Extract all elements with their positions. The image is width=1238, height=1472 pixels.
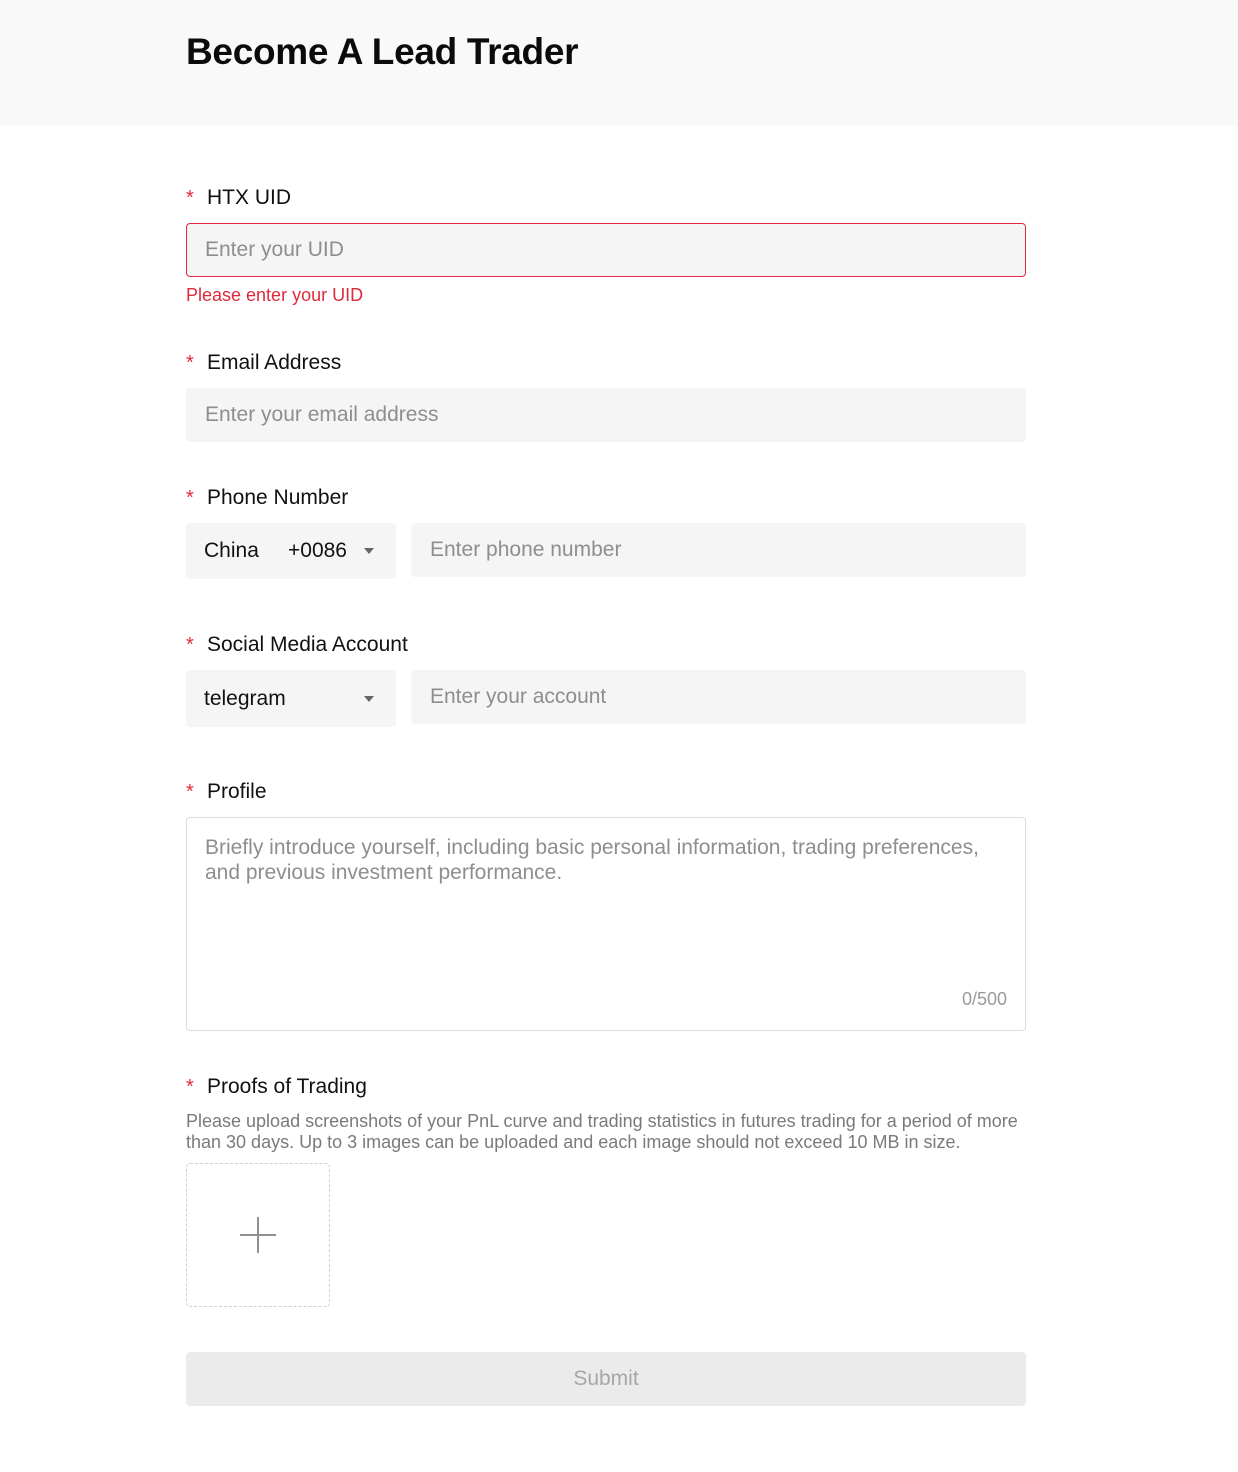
social-platform-select[interactable] [186,670,396,727]
profile-char-counter: 0/500 [961,989,1007,1009]
proofs-label-text: Proofs of Trading [207,1075,367,1098]
phone-label [186,484,348,512]
profile-textarea-box [186,817,1026,1031]
proofs-label [186,1073,367,1101]
country-code: +0086 [288,539,347,562]
phone-label-text: Phone Number [207,486,349,509]
country-name: China [204,539,259,562]
country-code-select[interactable] [186,523,396,579]
page-header [0,0,1238,126]
social-account-input[interactable] [411,670,1026,724]
required-mark: * [186,781,194,803]
proofs-hint: Please upload screenshots of your PnL curve and trading statistics in futures trading for a period of more than 30 days. Up to 3 images can be uploaded and each image should not exceed 10 MB in size. [186,1111,1018,1152]
required-mark: * [186,1076,194,1098]
caret-down-icon [364,548,374,554]
email-label [186,349,341,377]
profile-label-text: Profile [207,780,267,803]
profile-textarea[interactable] [187,818,1025,1030]
social-platform-value: telegram [204,686,286,710]
uid-label-text: HTX UID [207,186,291,209]
uid-input[interactable] [186,223,1026,277]
required-mark: * [186,634,194,656]
image-upload-button[interactable] [186,1163,330,1307]
phone-input[interactable] [411,523,1026,577]
social-label-text: Social Media Account [207,633,408,656]
email-label-text: Email Address [207,351,342,374]
uid-error-message: Please enter your UID [186,285,364,305]
required-mark: * [186,187,194,209]
social-label [186,631,408,659]
profile-label [186,778,267,806]
uid-label [186,184,291,212]
caret-down-icon [364,696,374,702]
required-mark: * [186,352,194,374]
submit-button[interactable]: Submit [186,1352,1026,1406]
email-input[interactable] [186,388,1026,442]
required-mark: * [186,487,194,509]
plus-icon [240,1217,276,1253]
page-title: Become A Lead Trader [186,31,579,72]
